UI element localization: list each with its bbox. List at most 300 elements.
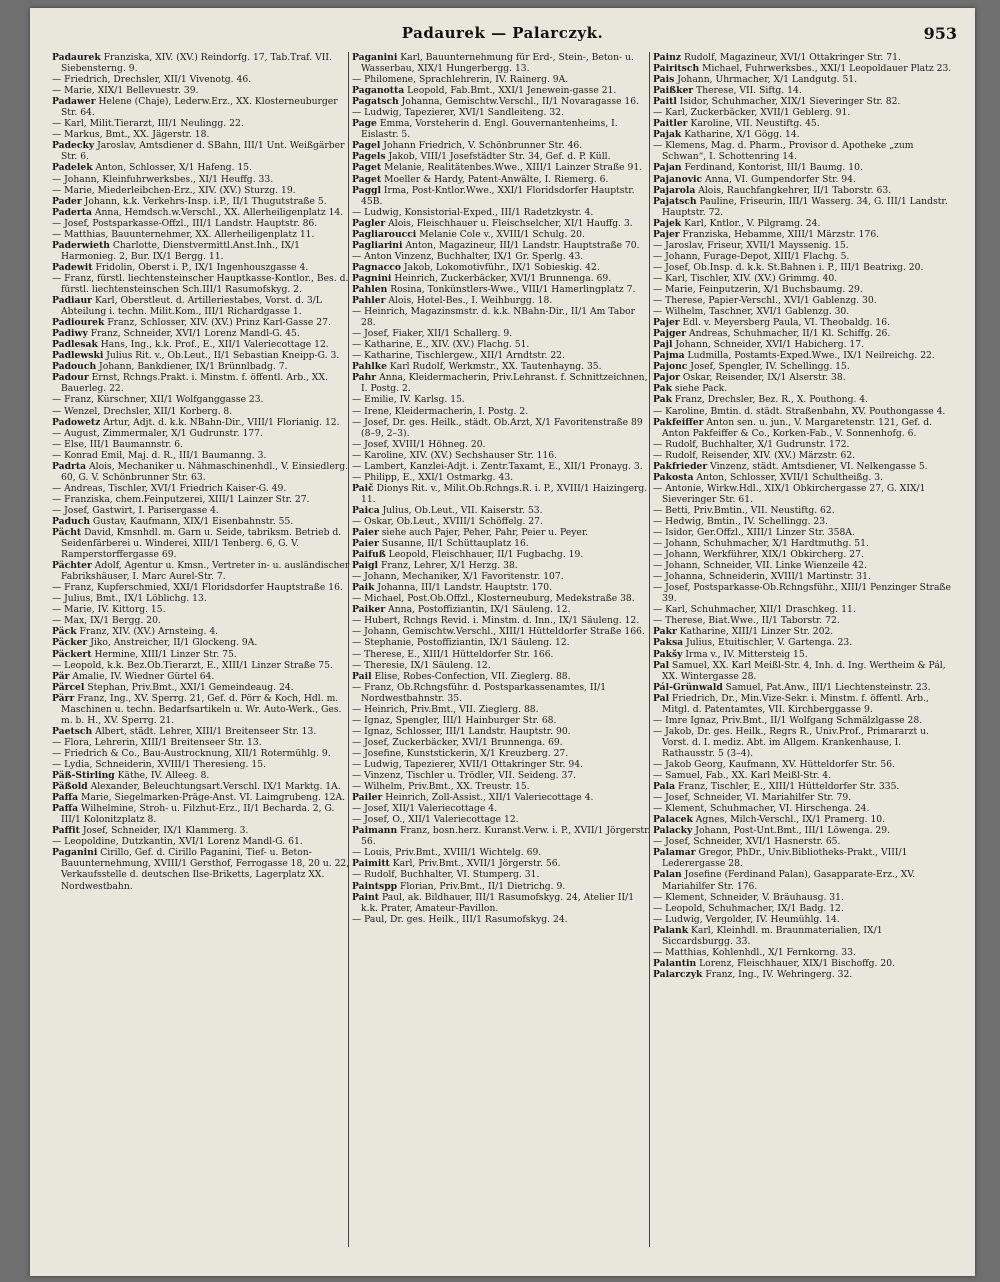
entry-surname: Padiwy: [52, 328, 88, 340]
directory-entry: [352, 704, 652, 715]
directory-entry: [653, 306, 953, 317]
directory-entry: [52, 615, 352, 626]
directory-entry: [352, 240, 652, 251]
directory-entry: [52, 792, 352, 803]
directory-entry: [52, 417, 352, 428]
entry-details: — Franziska, chem.Feinputzerei, XIII/1 Lainzer Str. 27.: [52, 493, 310, 505]
entry-details: — Heinrich, Priv.Bmt., VII. Zieglerg. 88.: [352, 703, 539, 715]
entry-surname: Padowetz: [52, 416, 101, 428]
entry-surname: Paič: [352, 482, 374, 494]
directory-entry: [653, 251, 953, 262]
directory-entry: [52, 273, 352, 295]
directory-entry: [52, 483, 352, 494]
directory-entry: [352, 140, 652, 151]
directory-entry: [653, 406, 953, 417]
directory-entry: [52, 527, 352, 560]
directory-entry: [352, 262, 652, 273]
directory-entry: [653, 74, 953, 85]
directory-entry: [653, 417, 953, 439]
entry-details: Agnes, Milch-Verschl., IX/1 Pramerg. 10.: [695, 814, 886, 826]
entry-details: Jaroslav, Amtsdiener d. SBahn, III/1 Unt. Weißgärber Str. 6.: [61, 140, 345, 163]
directory-entry: [352, 726, 652, 737]
entry-details: Heinrich, Zuckerbäcker, XVI/1 Brunnenga. 69.: [394, 272, 612, 284]
directory-entry: [352, 85, 652, 96]
entry-details: — Vinzenz, Tischler u. Trödler, VII. Seideng. 37.: [352, 770, 577, 782]
entry-details: — Andreas, Tischler, XVI/1 Friedrich Kaiser-G. 49.: [52, 482, 287, 494]
directory-entry: [653, 869, 953, 891]
entry-surname: Pagnini: [352, 272, 392, 284]
directory-entry: [653, 814, 953, 825]
entry-surname: Padrta: [52, 460, 87, 472]
entry-surname: Pächter: [52, 560, 92, 572]
entry-details: Leopold, Fab.Bmt., XXI/1 Jenewein-gasse 21.: [407, 85, 617, 97]
entry-surname: Pajak: [653, 129, 682, 141]
entry-details: — Heinrich, Magazinsmstr. d. k.k. NBahn-Dir., II/1 Am Tabor 28.: [352, 306, 635, 329]
entry-details: Gustav, Kaufmann, XIX/1 Eisenbahnstr. 55.: [92, 515, 294, 527]
entry-details: Therese, VII. Siftg. 14.: [696, 85, 802, 97]
entry-surname: Paderwieth: [52, 239, 110, 251]
entry-surname: Pajger: [653, 328, 687, 340]
entry-details: Edl. v. Meyersberg Paula, VI. Theobaldg. 16.: [682, 317, 890, 329]
directory-entry: [352, 174, 652, 185]
entry-details: — Konrad Emil, Maj. d. R., III/1 Baumanng. 3.: [52, 449, 267, 461]
entry-surname: Pahlen: [352, 283, 388, 295]
column-right: [653, 52, 953, 1247]
entry-details: — Johanna, Schneiderin, XVIII/1 Martinstr. 31.: [653, 571, 871, 583]
entry-details: — Klemens, Mag. d. Pharm., Provisor d. Apotheke „zum Schwan“, I. Schottenring 14.: [653, 140, 914, 163]
entry-details: — Josef, XII/1 Valeriecottage 4.: [352, 803, 498, 815]
entry-details: — Isidor, Ger.Offzl., XIII/1 Linzer Str. 358A.: [653, 527, 855, 539]
entry-details: — Johann, Kleinfuhrwerksbes., XI/1 Heuffg. 33.: [52, 173, 274, 185]
entry-details: Josef, Spengler, IV. Schellingg. 15.: [690, 361, 850, 373]
entry-surname: Pagel: [352, 140, 381, 152]
directory-entry: [352, 450, 652, 461]
entry-details: Anton, Magazineur, III/1 Landstr. Hauptstraße 70.: [405, 239, 640, 251]
entry-surname: Pakšy: [653, 648, 683, 660]
entry-surname: Padlewski: [52, 350, 104, 362]
directory-entry: [653, 361, 953, 372]
entry-details: siehe Pack.: [674, 383, 728, 395]
directory-entry: [653, 339, 953, 350]
directory-entry: [653, 660, 953, 682]
entry-surname: Paier: [352, 538, 379, 550]
entry-details: Paul, ak. Bildhauer, III/1 Rasumofskyg. 24, Atelier II/1 k.k. Prater, Amateur-Pavillon.: [361, 891, 635, 914]
entry-details: Franziska, XIV. (XV.) Reindorfg. 17, Tab.Traf. VII. Siebensterng. 9.: [61, 52, 332, 75]
entry-details: Anton, Schlosser, XVII/1 Schultheißg. 3.: [696, 471, 883, 483]
entry-details: — Johann, Schneider, VII. Linke Wienzeile 42.: [653, 560, 867, 572]
directory-entry: [653, 836, 953, 847]
directory-entry: [352, 516, 652, 527]
entry-details: Melanie Cole v., XVIII/1 Schulg. 20.: [419, 228, 585, 240]
entry-surname: Paier: [352, 527, 379, 539]
entry-surname: Pakfeiffer: [653, 416, 704, 428]
entry-details: — Friedrich, Drechsler, XII/1 Vivenotg. 46.: [52, 74, 252, 86]
entry-surname: Pagler: [352, 217, 386, 229]
entry-surname: Pajor: [653, 372, 680, 384]
entry-surname: Palacek: [653, 814, 693, 826]
entry-details: Helene (Chaje), Lederw.Erz., XX. Klosterneuburger Str. 64.: [61, 96, 338, 119]
entry-details: Marie, Siegelmarken-Präge-Anst. VI. Laimgrubeng. 12A.: [81, 792, 346, 804]
entry-details: Franz, Schneider, XVI/1 Lorenz Mandl-G. 45.: [90, 328, 300, 340]
entry-surname: Pala: [653, 781, 676, 793]
entry-details: — Oskar, Ob.Leut., XVIII/1 Schöffelg. 27.: [352, 515, 543, 527]
entry-details: Heinrich, Zoll-Assist., XII/1 Valeriecottage 4.: [385, 792, 594, 804]
entry-surname: Painz: [653, 52, 682, 63]
entry-surname: Paggl: [352, 184, 381, 196]
entry-surname: Pakr: [653, 626, 677, 638]
directory-entry: [653, 726, 953, 759]
directory-entry: [653, 649, 953, 660]
directory-entry: [653, 715, 953, 726]
directory-entry: [653, 892, 953, 903]
entry-details: — Betti, Priv.Bmtin., VII. Neustiftg. 62.: [653, 504, 835, 516]
entry-details: — Josef, Schneider, VI. Mariahilfer Str. 79.: [653, 792, 852, 804]
directory-entry: [653, 472, 953, 483]
entry-surname: Paintspp: [352, 880, 398, 892]
entry-surname: Pärcel: [52, 681, 85, 693]
entry-details: — Ludwig, Konsistorial-Exped., III/1 Radetzkystr. 4.: [352, 206, 594, 218]
entry-details: — Samuel, Fab., XX. Karl Meißl-Str. 4.: [653, 770, 832, 782]
entry-details: Emma, Vorsteherin d. Engl. Gouvernantenheims, I. Eislastr. 5.: [361, 118, 618, 141]
directory-entry: [52, 770, 352, 781]
directory-entry: [352, 781, 652, 792]
entry-surname: Padecky: [52, 140, 95, 152]
entry-surname: Pajanovic: [653, 173, 703, 185]
entry-details: Alois, Hotel-Bes., I. Weihburgg. 18.: [388, 295, 553, 307]
directory-entry: [352, 483, 652, 505]
entry-details: — Josef, Gastwirt, I. Parisergasse 4.: [52, 504, 219, 516]
directory-entry: [352, 118, 652, 140]
entry-details: Rudolf, Magazineur, XVI/1 Ottakringer Str. 71.: [683, 52, 901, 63]
entry-surname: Pail: [352, 670, 372, 682]
entry-details: Cirillo, Gef. d. Cirillo Paganini, Tief- u. Beton-Bauunternehmung, XVIII/1 Gersthof, Ferrogasse 18, 20 u. 22, Verkaufsstelle d. deutschen Ilse-Briketts, Lagerplatz XX. Nordwestbahn.: [61, 847, 350, 892]
entry-details: Anton sen. u. jun., V. Margaretenstr. 121, Gef. d. Anton Pakfeiffer & Co., Korken-Fab., V. Sonnenhofg. 6.: [662, 416, 933, 439]
directory-entry: [653, 825, 953, 836]
entry-details: — Hedwig, Bmtin., IV. Schellingg. 23.: [653, 515, 828, 527]
entry-surname: Paduch: [52, 515, 90, 527]
directory-entry: [352, 439, 652, 450]
directory-entry: [52, 582, 352, 593]
directory-entry: [352, 218, 652, 229]
entry-details: — Leopoldine, Dutzkantin, XVI/1 Lorenz Mandl-G. 61.: [52, 836, 303, 848]
entry-surname: Paderta: [52, 206, 92, 218]
directory-entry: [352, 737, 652, 748]
directory-entry: [352, 339, 652, 350]
entry-details: Johanna, III/1 Landstr. Hauptstr. 170.: [377, 582, 552, 594]
entry-details: Elise, Robes-Confection, VII. Zieglerg. 88.: [374, 670, 571, 682]
entry-surname: Pärr: [52, 692, 75, 704]
entry-details: — Klement, Schuhmacher, VI. Hirschenga. 24.: [653, 803, 870, 815]
entry-details: — Ignaz, Spengler, III/1 Hainburger Str. 68.: [352, 714, 557, 726]
entry-surname: Palank: [653, 924, 689, 936]
entry-surname: Päckert: [52, 648, 92, 660]
entry-surname: Päcker: [52, 637, 88, 649]
directory-entry: [653, 770, 953, 781]
entry-details: Moeller & Hardy, Patent-Anwälte, I. Riemerg. 6.: [384, 173, 609, 185]
entry-surname: Paißker: [653, 85, 694, 97]
entry-surname: Pagliaroucci: [352, 228, 417, 240]
entry-surname: Päßold: [52, 781, 88, 793]
entry-details: Johanna, Gemischtw.Verschl., II/1 Novaragasse 16.: [401, 96, 640, 108]
directory-entry: [653, 626, 953, 637]
entry-surname: Paifuß: [352, 549, 386, 561]
directory-entry: [52, 394, 352, 405]
directory-entry: [653, 162, 953, 173]
directory-entry: [653, 759, 953, 770]
entry-details: — Franz, Ob.Rchngsführ. d. Postsparkassenamtes, II/1 Nordwestbahnstr. 35.: [352, 681, 607, 704]
directory-entry: [52, 52, 352, 74]
directory-entry: [653, 604, 953, 615]
directory-entry: [52, 85, 352, 96]
directory-entry: [52, 229, 352, 240]
directory-entry: [52, 637, 352, 648]
entry-details: — Marie, Feinputzerin, X/1 Buchsbaumg. 29.: [653, 283, 863, 295]
entry-details: Franziska, Hebamme, XIII/1 Märzstr. 176.: [682, 228, 880, 240]
entry-details: Leopold, Fleischhauer, II/1 Fugbachg. 19.: [388, 549, 584, 561]
directory-entry: [352, 295, 652, 306]
entry-details: — Wilhelm, Taschner, XVI/1 Gablenzg. 30.: [653, 306, 850, 318]
directory-entry: [352, 74, 652, 85]
entry-surname: Pajarola: [653, 184, 696, 196]
entry-details: Anna, Kleidermacherin, Priv.Lehranst. f. Schnittzeichnen, I. Postg. 2.: [361, 372, 648, 395]
directory-entry: [352, 417, 652, 439]
entry-surname: Paffa: [52, 792, 79, 804]
entry-surname: Pajatsch: [653, 195, 697, 207]
entry-surname: Paganini: [52, 847, 98, 859]
directory-entry: [653, 483, 953, 505]
directory-entry: [352, 461, 652, 472]
directory-entry: [653, 947, 953, 958]
entry-details: Pauline, Friseurin, III/1 Wasserg. 34, G. III/1 Landstr. Hauptstr. 72.: [662, 195, 948, 218]
entry-details: — Hubert, Rchngs Revid. i. Minstm. d. Inn., IX/1 Säuleng. 12.: [352, 615, 640, 627]
entry-details: — Leopold, k.k. Bez.Ob.Tierarzt, E., XIII/1 Linzer Straße 75.: [52, 659, 333, 671]
directory-entry: [352, 96, 652, 107]
entry-details: Johann, k.k. Verkehrs-Insp. i.P., II/1 Thugutstraße 5.: [84, 195, 327, 207]
directory-entry: [653, 516, 953, 527]
directory-entry: [653, 240, 953, 251]
entry-details: siehe auch Pajer, Peher, Pahr, Peier u. Peyer.: [381, 527, 589, 539]
entry-surname: Pairitsch: [653, 63, 700, 75]
entry-details: — Paul, Dr. ges. Heilk., III/1 Rasumofskyg. 24.: [352, 913, 568, 925]
directory-entry: [52, 372, 352, 394]
directory-entry: [352, 715, 652, 726]
column-left: [52, 52, 352, 1247]
directory-entry: [52, 626, 352, 637]
entry-surname: Pailer: [352, 792, 383, 804]
directory-entry: [653, 394, 953, 405]
directory-entry: [653, 781, 953, 792]
entry-details: — August, Zimmermaler, X/1 Gudrunstr. 177.: [52, 427, 263, 439]
entry-details: — Marie, XIX/1 Bellevuestr. 39.: [52, 85, 199, 97]
entry-details: — Josefine, Kunststickerin, X/1 Kreuzberg. 27.: [352, 747, 569, 759]
entry-details: Alois, Mechaniker u. Nähmaschinenhdl., V. Einsiedlerg. 60, G. V. Schönbrunner Str. 63.: [61, 460, 348, 483]
entry-details: Gregor, PhDr., Univ.Bibliotheks-Prakt., VIII/1 Lederergasse 28.: [662, 847, 908, 870]
entry-surname: Pakosta: [653, 471, 694, 483]
directory-entry: [52, 428, 352, 439]
directory-entry: [352, 372, 652, 394]
entry-details: — Josef, Postsparkasse-Offzl., III/1 Landstr. Hauptstr. 86.: [52, 217, 318, 229]
directory-entry: [653, 284, 953, 295]
entry-details: Franz, bosn.herz. Kuranst.Verw. i. P., XVII/1 Jörgerstr. 56.: [361, 825, 651, 848]
entry-surname: Pajonc: [653, 361, 688, 373]
directory-entry: [52, 560, 352, 582]
directory-entry: [653, 63, 953, 74]
entry-details: — Else, III/1 Baumannstr. 6.: [52, 438, 184, 450]
entry-details: Amalie, IV. Wiedner Gürtel 64.: [72, 670, 215, 682]
directory-entry: [52, 505, 352, 516]
directory-entry: [352, 881, 652, 892]
entry-surname: Päck: [52, 626, 77, 638]
entry-details: — Josef, Ob.Insp. d. k.k. St.Bahnen i. P., III/1 Beatrixg. 20.: [653, 261, 924, 273]
entry-details: Josefine (Ferdinand Palan), Gasapparate-Erz., XV. Mariahilfer Str. 176.: [662, 869, 916, 892]
directory-entry: [52, 439, 352, 450]
entry-details: — Josef, Zuckerbäcker, XVI/1 Brunnenga. 69.: [352, 736, 563, 748]
directory-entry: [653, 925, 953, 947]
directory-entry: [52, 162, 352, 173]
entry-surname: Pajan: [653, 162, 682, 174]
entry-details: — Karl, Tischler, XIV. (XV.) Grimmg. 40.: [653, 272, 838, 284]
directory-entry: [352, 604, 652, 615]
directory-entry: [352, 615, 652, 626]
directory-entry: [653, 383, 953, 394]
directory-entry: [352, 847, 652, 858]
entry-details: Karoline, VII. Neustiftg. 45.: [690, 118, 820, 130]
entry-details: Franz, Tischler, E., XIII/1 Hütteldorfer Str. 335.: [677, 781, 900, 793]
entry-details: — Karl, Schuhmacher, XII/1 Draschkeg. 11.: [653, 604, 856, 616]
entry-surname: Paitler: [653, 118, 688, 130]
entry-details: — Josef, XVIII/1 Höhneg. 20.: [352, 438, 486, 450]
entry-surname: Paget: [352, 162, 382, 174]
entry-surname: Pagnacco: [352, 261, 401, 273]
directory-entry: [352, 273, 652, 284]
entry-surname: Pal: [653, 659, 670, 671]
directory-entry: [52, 660, 352, 671]
entry-details: Dionys Rit. v., Milit.Ob.Rchngs.R. i. P., XVIII/1 Haizingerg. 11.: [361, 482, 648, 505]
directory-entry: [52, 185, 352, 196]
entry-surname: Paica: [352, 504, 380, 516]
directory-entry: [352, 527, 652, 538]
entry-details: — Therese, Biat.Wwe., II/1 Taborstr. 72.: [653, 615, 840, 627]
entry-surname: Padlesak: [52, 339, 98, 351]
directory-entry: [653, 372, 953, 383]
directory-entry: [653, 803, 953, 814]
entry-details: Alois, Rauchfangkehrer, II/1 Taborstr. 63.: [698, 184, 892, 196]
directory-entry: [352, 748, 652, 759]
directory-entry: [352, 394, 652, 405]
directory-entry: [52, 207, 352, 218]
entry-details: Johann, Bankdiener, IX/1 Brünnlbadg. 7.: [99, 361, 288, 373]
entry-details: — Theresie, IX/1 Säuleng. 12.: [352, 659, 491, 671]
directory-entry: [52, 671, 352, 682]
entry-details: Lorenz, Fleischhauer, XIX/1 Bischoffg. 20.: [699, 957, 896, 969]
entry-surname: Palan: [653, 869, 682, 881]
entry-details: Andreas, Schuhmacher, II/1 Kl. Schiffg. 26.: [688, 328, 891, 340]
entry-details: — Wilhelm, Priv.Bmt., XX. Treustr. 15.: [352, 781, 530, 793]
entry-details: — Karoline, Bmtin. d. städt. Straßenbahn, XV. Pouthongasse 4.: [653, 405, 946, 417]
entry-details: — Emilie, IV. Karlsg. 15.: [352, 394, 465, 406]
directory-entry: [52, 74, 352, 85]
entry-details: — Franz, Kupferschmied, XXI/1 Floridsdorfer Hauptstraße 16.: [52, 582, 343, 594]
entry-details: — Katharine, E., XIV. (XV.) Flachg. 51.: [352, 339, 530, 351]
entry-surname: Padaurek: [52, 52, 101, 63]
directory-page: [30, 8, 975, 1276]
directory-entry: [52, 726, 352, 737]
entry-details: — Max, IX/1 Bergg. 20.: [52, 615, 161, 627]
entry-surname: Paik: [352, 582, 375, 594]
entry-details: — Rudolf, Buchhalter, VI. Stumperg. 31.: [352, 869, 540, 881]
directory-entry: [653, 262, 953, 273]
entry-details: Stephan, Priv.Bmt., XXI/1 Gemeindeaug. 24.: [87, 681, 294, 693]
entry-surname: Pajer: [653, 228, 680, 240]
entry-surname: Padelek: [52, 162, 93, 174]
directory-entry: [52, 361, 352, 372]
entry-surname: Paganini: [352, 52, 398, 63]
entry-details: — Josef, O., XII/1 Valeriecottage 12.: [352, 814, 519, 826]
entry-details: Julius, Ob.Leut., VII. Kaiserstr. 53.: [382, 504, 543, 516]
directory-entry: [52, 737, 352, 748]
entry-surname: Pal: [653, 692, 670, 704]
entry-details: — Johann, Furage-Depot, XIII/1 Flachg. 5.: [653, 250, 850, 262]
entry-details: — Ludwig, Vergolder, IV. Heumühlg. 14.: [653, 913, 840, 925]
entry-details: — Philomene, Sprachlehrerin, IV. Rainerg. 9A.: [352, 74, 569, 86]
entry-details: Franz, Ing., IV. Wehringerg. 32.: [705, 968, 853, 980]
entry-details: Friedrich, Dr., Min.Vize-Sekr. i. Minstm. f. öffentl. Arb., Mitgl. d. Patentamtes, VII. Kirchberggasse 9.: [662, 692, 929, 715]
entry-details: — Marie, IV. Kittorg. 15.: [52, 604, 166, 616]
entry-details: — Johann, Werkführer, XIX/1 Obkircherg. 27.: [653, 549, 864, 561]
entry-surname: Pagatsch: [352, 96, 399, 108]
directory-entry: [352, 350, 652, 361]
directory-entry: [653, 129, 953, 140]
entry-details: — Matthias, Kohlenhdl., X/1 Fernkorng. 33.: [653, 946, 856, 958]
entry-surname: Pajma: [653, 350, 685, 362]
directory-entry: [653, 196, 953, 218]
entry-surname: Palamar: [653, 847, 696, 859]
directory-entry: [653, 571, 953, 582]
entry-details: Samuel, XX. Karl Meißl-Str. 4, Inh. d. Ing. Wertheim & Pál, XX. Wintergasse 28.: [662, 659, 946, 682]
directory-entry: [352, 792, 652, 803]
directory-entry: [352, 472, 652, 483]
entry-details: — Louis, Priv.Bmt., XVIII/1 Wichtelg. 69.: [352, 847, 542, 859]
directory-entry: [352, 505, 652, 516]
entry-details: Karl, Priv.Bmt., XVII/1 Jörgerstr. 56.: [392, 858, 561, 870]
directory-entry: [352, 582, 652, 593]
entry-details: — Marie, Miederleibchen-Erz., XIV. (XV.) Sturzg. 19.: [52, 184, 296, 196]
directory-entry: [52, 96, 352, 118]
directory-entry: [653, 317, 953, 328]
entry-details: — Johann, Gemischtw.Verschl., XIII/1 Hütteldorfer Straße 166.: [352, 626, 645, 638]
directory-entry: [653, 637, 953, 648]
directory-entry: [52, 240, 352, 262]
entry-details: Anton, Schlosser, X/1 Hafeng. 15.: [95, 162, 252, 174]
entry-details: — Lydia, Schneiderin, XVIII/1 Theresieng. 15.: [52, 759, 267, 770]
entry-surname: Pajer: [653, 317, 680, 329]
entry-surname: Padouch: [52, 361, 97, 373]
entry-surname: Pagliarini: [352, 239, 403, 251]
entry-details: Isidor, Schuhmacher, XIX/1 Sieveringer Str. 82.: [679, 96, 901, 108]
directory-entry: [52, 174, 352, 185]
entry-surname: Paigl: [352, 560, 379, 572]
directory-entry: [653, 549, 953, 560]
entry-details: Julius Rit. v., Ob.Leut., II/1 Sebastian Kneipp-G. 3.: [106, 350, 340, 362]
directory-entry: [352, 803, 652, 814]
entry-surname: Paimann: [352, 825, 398, 837]
entry-details: — Therese, E., XIII/1 Hütteldorfer Str. 166.: [352, 648, 554, 660]
entry-details: — Leopold, Schuhmacher, IX/1 Badg. 12.: [653, 902, 844, 914]
entry-details: Julius, Etuitischler, V. Gartenga. 23.: [686, 637, 853, 649]
entry-details: — Michael, Post.Ob.Offzl., Klosterneuburg, Medekstraße 38.: [352, 593, 635, 605]
entry-details: — Franz, Kürschner, XII/1 Wolfganggasse 23.: [52, 394, 264, 406]
entry-details: Franz, Drechsler, Bez. R., X. Pouthong. 4.: [674, 394, 869, 406]
